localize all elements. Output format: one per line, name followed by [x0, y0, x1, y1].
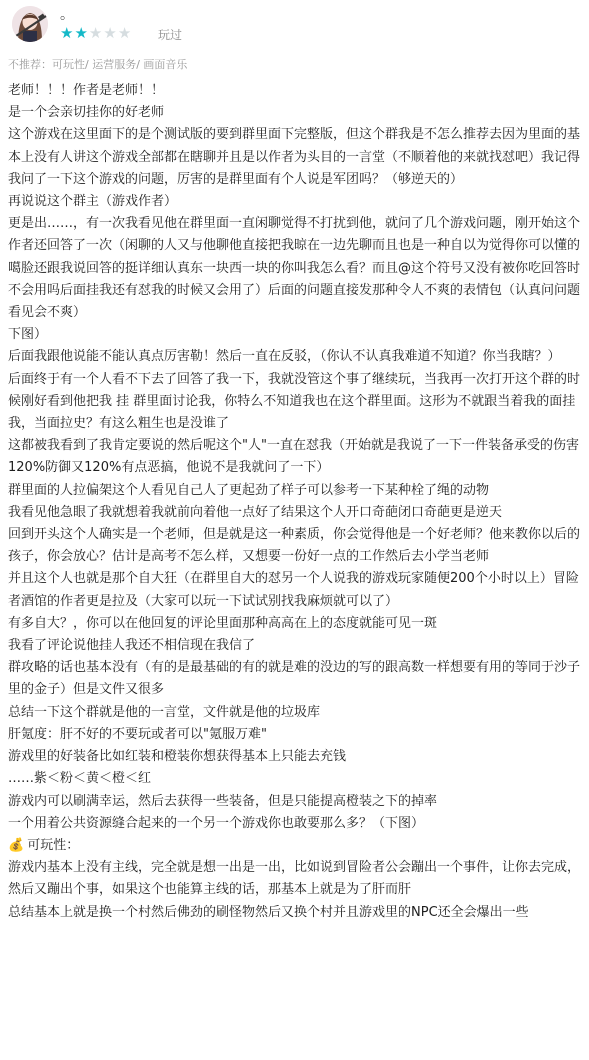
review-text: 游戏里的好装备比如红装和橙装你想获得基本上只能去充钱	[8, 749, 347, 765]
review-text: 游戏内可以刷满幸运，然后去获得一些装备，但是只能提高橙装之下的掉率	[8, 793, 438, 809]
review-paragraph	[8, 657, 583, 701]
review-text: 我看见他急眼了我就想着我就前向着他一点好了结果这个人开口奇葩闭口奇葩更是逆天	[8, 504, 503, 520]
review-text: 这都被我看到了我肯定要说的然后呢这个"人"一直在怼我（开始就是我说了一下一件装备承受的伤害120%防御又120%有点恶搞，他说不是我就问了一下）	[8, 438, 579, 476]
review-text: 总结基本上就是换一个村然后佛劲的刷怪物然后又换个村并且游戏里的NPC还全会爆出一些	[8, 904, 529, 920]
review-paragraph	[8, 835, 583, 857]
review-paragraph	[8, 635, 583, 657]
review-text: 是一个会亲切挂你的好老师	[8, 105, 165, 121]
review-paragraph	[8, 724, 583, 746]
review-text: ……紫＜粉＜黄＜橙＜红	[8, 771, 152, 787]
review-paragraph	[8, 502, 583, 524]
review-paragraph	[8, 902, 583, 924]
review-paragraph	[8, 324, 583, 346]
review-text: 可玩性：	[27, 837, 80, 853]
review-text: 一个用着公共资源缝合起来的一个另一个游戏你也敢要那么多？（下图）	[8, 815, 425, 831]
review-paragraph	[8, 524, 583, 568]
money-bag-icon: 💰	[8, 837, 25, 853]
review-text: 游戏内基本上没有主线，完全就是想一出是一出，比如说到冒险者公会蹦出一个事件，让你去完成，然后又蹦出个事，如果这个也能算主线的话，那基本上就是为了肝而肝	[8, 860, 581, 898]
review-paragraph	[8, 102, 583, 124]
review-paragraph	[8, 857, 583, 901]
review-text: 回到开头这个人确实是一个老师，但是就是这一种素质，你会觉得他是一个好老师？他来教你以后的孩子，你会放心？估计是高考不怎么样，又想要一份好一点的工作然后去小学当老师	[8, 527, 581, 565]
review-body	[8, 80, 583, 924]
review-text: 后面终于有一个人看不下去了回答了我一下，我就没管这个事了继续玩，当我再一次打开这个群的时候刚好看到他把我 挂 群里面讨论我，你特么不知道我也在这个群里面。这形为不就跟当着我的面挂我，当面拉史？有这么粗生也是没谁了	[8, 371, 581, 432]
review-text: 老师！！！作者是老师！！	[8, 83, 165, 98]
review-text: 并且这个人也就是那个自大狂（在群里自大的怼另一个人说我的游戏玩家随便200个小时以上）冒险者酒馆的作者更是拉及（大家可以玩一下试试别找我麻烦就可以了）	[8, 571, 579, 609]
star-empty-icon: ★	[117, 24, 132, 42]
review-paragraph	[8, 346, 583, 368]
review-text: 总结一下这个群就是他的一言堂，文件就是他的垃圾库	[8, 704, 321, 720]
review-text: 这个游戏在这里面下的是个测试版的要到群里面下完整版，但这个群我是不怎么推荐去因为里面的基本上没有人讲这个游戏全部都在瞎聊并且是以作者为头目的一言堂（不顺着他的来就找怼吧）我记得我问了一下这个游戏的问题，厉害的是群里面有个人说是军团吗？（够逆天的）	[8, 127, 581, 187]
review-text: 肝氪度：肝不好的不要玩或者可以"氪服万难"	[8, 726, 267, 742]
review-text: 后面我跟他说能不能认真点厉害勒！然后一直在反驳，（你认不认真我难道不知道？你当我瞎？）	[8, 349, 561, 365]
review-text: 我看了评论说他挂人我还不相信现在我信了	[8, 638, 256, 654]
review-text: 再说说这个群主（游戏作者）	[8, 194, 178, 210]
review-paragraph	[8, 369, 583, 436]
star-empty-icon: ★	[88, 24, 103, 42]
review-paragraph	[8, 702, 583, 724]
review-paragraph	[8, 613, 583, 635]
review-paragraph	[8, 791, 583, 813]
review-paragraph	[8, 124, 583, 191]
star-rating	[60, 24, 132, 42]
star-filled-icon: ★	[60, 24, 74, 42]
review-header	[0, 0, 589, 52]
review-paragraph	[8, 568, 583, 612]
review-text: 下图）	[8, 327, 48, 343]
review-paragraph	[8, 80, 583, 102]
review-text: 有多自大？，你可以在他回复的评论里面那种高高在上的态度就能可见一斑	[8, 615, 438, 631]
username[interactable]: 。	[60, 7, 74, 23]
played-label: 玩过	[158, 28, 183, 42]
review-paragraph	[8, 813, 583, 835]
review-paragraph	[8, 191, 583, 213]
not-recommended-tags: 不推荐：可玩性/ 运营服务/ 画面音乐	[8, 58, 188, 71]
review-text: 群攻略的话也基本没有（有的是最基础的有的就是难的没边的写的跟高数一样想要有用的等同于沙子里的金子）但是文件又很多	[8, 660, 581, 698]
review-paragraph	[8, 746, 583, 768]
review-text: 群里面的人拉偏架这个人看见自己人了更起劲了样子可以参考一下某种栓了绳的动物	[8, 482, 490, 498]
avatar[interactable]	[12, 6, 48, 42]
review-paragraph	[8, 768, 583, 790]
review-paragraph	[8, 480, 583, 502]
star-filled-icon: ★	[74, 24, 88, 42]
review-text: 更是出……，有一次我看见他在群里面一直闲聊觉得不打扰到他，就问了几个游戏问题，刚开始这个作者还回答了一次（闲聊的人又与他聊他直接把我晾在一边先聊而且也是一种自以为觉得你可以懂的噶脸还跟我说回答的挺详细认真东一块西一块的你叫我怎么看？而且@这个符号又没有被你吃回答时不会用吗后面挂我还有怼我的时候又会用了）后面的问题直接发那种令人不爽的表情包（认真问问题看见会不爽）	[8, 216, 581, 321]
review-paragraph	[8, 435, 583, 479]
review-paragraph	[8, 213, 583, 324]
star-empty-icon: ★	[103, 24, 117, 42]
